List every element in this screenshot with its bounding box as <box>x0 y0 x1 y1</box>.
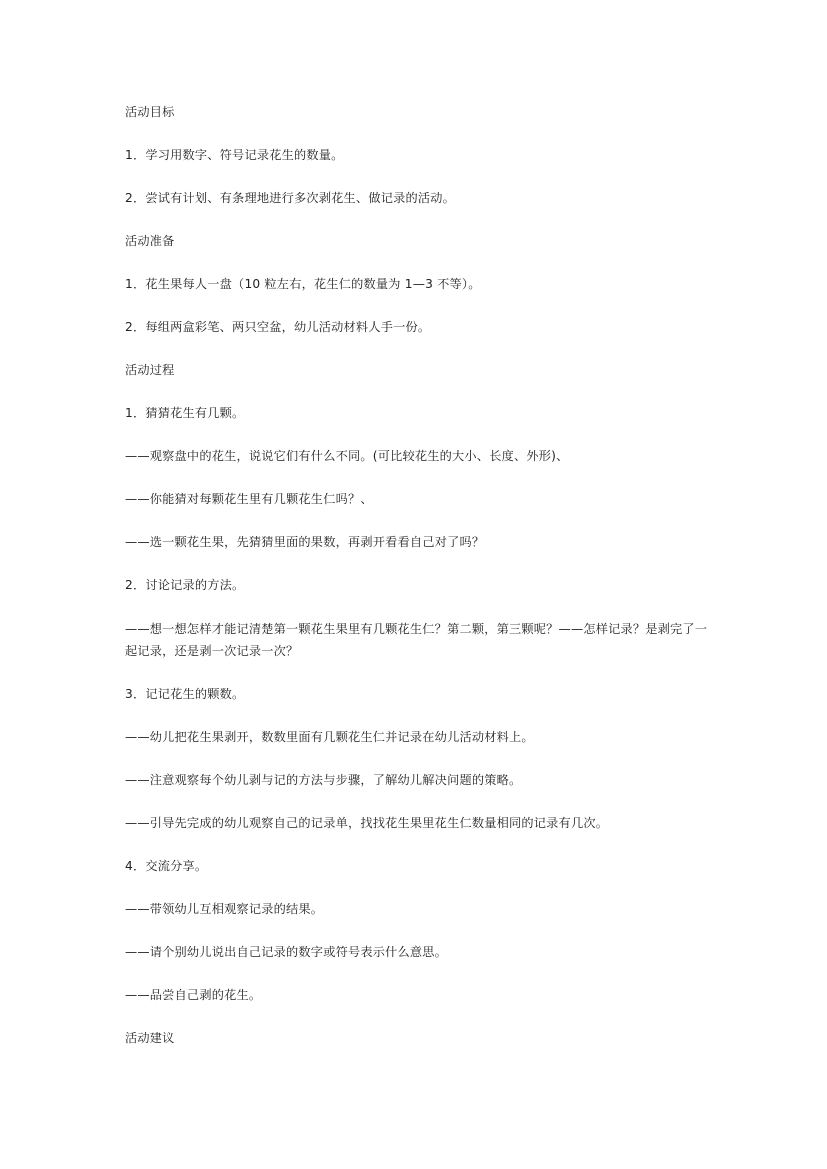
paragraph: 1．学习用数字、符号记录花生的数量。 <box>125 148 344 162</box>
section-heading-preparation: 活动准备 <box>125 234 175 248</box>
paragraph: 2．每组两盒彩笔、两只空盆，幼儿活动材料人手一份。 <box>125 320 431 334</box>
paragraph: ——幼儿把花生果剥开，数数里面有几颗花生仁并记录在幼儿活动材料上。 <box>125 730 534 744</box>
paragraph: ——你能猜对每颗花生里有几颗花生仁吗？、 <box>125 492 373 506</box>
paragraph: 2．讨论记录的方法。 <box>125 578 245 592</box>
section-heading-goals: 活动目标 <box>125 105 175 119</box>
paragraph: ——注意观察每个幼儿剥与记的方法与步骤，了解幼儿解决问题的策略。 <box>125 773 522 787</box>
paragraph: 4．交流分享。 <box>125 859 208 873</box>
section-heading-process: 活动过程 <box>125 363 175 377</box>
section-heading-suggestions: 活动建议 <box>125 1031 175 1045</box>
paragraph: 1．花生果每人一盘（10 粒左右，花生仁的数量为 1—3 不等）。 <box>125 277 481 291</box>
paragraph: ——选一颗花生果，先猜猜里面的果数，再剥开看看自己对了吗？ <box>125 535 485 549</box>
paragraph: ——请个别幼儿说出自己记录的数字或符号表示什么意思。 <box>125 945 448 959</box>
paragraph: 1．猜猜花生有几颗。 <box>125 406 245 420</box>
paragraph: 2．尝试有计划、有条理地进行多次剥花生、做记录的活动。 <box>125 191 456 205</box>
paragraph: ——观察盘中的花生，说说它们有什么不同。(可比较花生的大小、长度、外形)、 <box>125 449 569 463</box>
paragraph: ——引导先完成的幼儿观察自己的记录单，找找花生果里花生仁数量相同的记录有几次。 <box>125 816 609 830</box>
paragraph: ——想一想怎样才能记清楚第一颗花生果里有几颗花生仁？第二颗，第三颗呢？——怎样记录？是剥完了一起记录，还是剥一次记录一次？ <box>125 622 708 658</box>
paragraph: 3．记记花生的颗数。 <box>125 687 245 701</box>
paragraph: ——带领幼儿互相观察记录的结果。 <box>125 902 324 916</box>
paragraph: ——品尝自己剥的花生。 <box>125 988 262 1002</box>
